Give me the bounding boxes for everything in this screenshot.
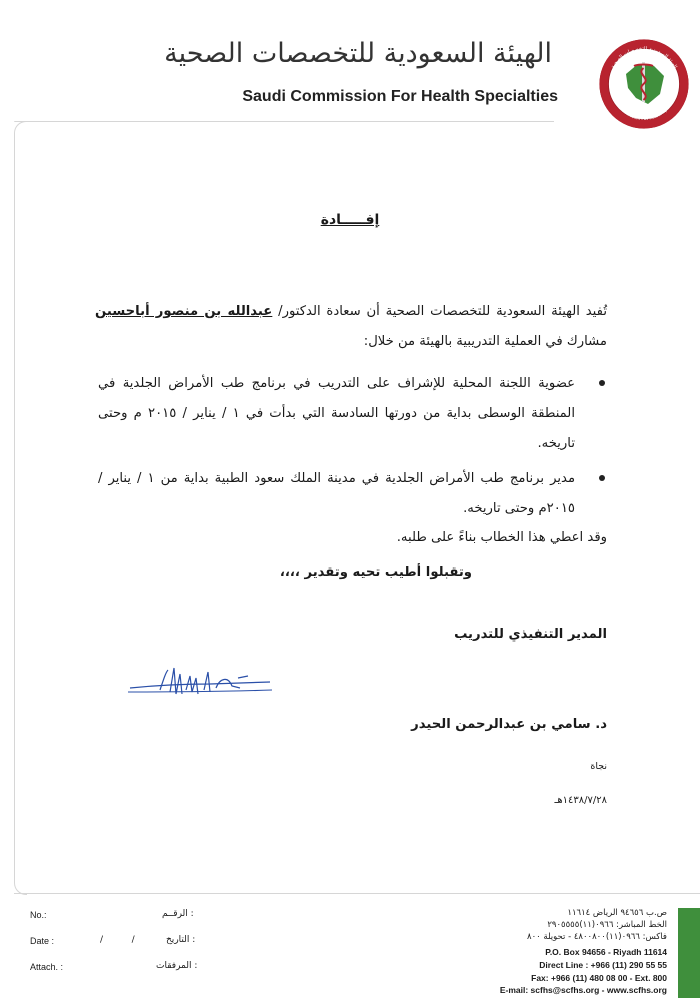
frame-top-line — [14, 121, 554, 122]
direct-line-en: Direct Line : +966 (11) 290 55 55 — [539, 960, 667, 970]
intro-tail: مشارك في العملية التدريبية بالهيئة من خلال: — [363, 334, 607, 349]
list-item — [98, 464, 607, 524]
logo-english-text: Saudi Commission For Health Specialties — [611, 93, 677, 122]
frame-left-curve — [14, 121, 27, 895]
hijri-date: ١٤٣٨/٧/٢٨هـ — [554, 795, 607, 806]
date-slashes: / / — [100, 935, 135, 945]
closing-sentence: وقد اعطي هذا الخطاب بناءً على طلبه. — [396, 530, 607, 545]
letter-title: إفـــــادة — [320, 212, 380, 228]
org-name-english: Saudi Commission For Health Specialties — [242, 88, 558, 105]
frame-bottom-line — [14, 893, 700, 894]
reference-note: نجاة — [590, 761, 607, 772]
letter-intro — [95, 297, 607, 357]
fax-ar: فاكس: ٠٩٦٦(١١)٤٨٠٠٨٠٠ - تحويلة ٨٠٠ — [527, 932, 667, 942]
list-item — [98, 369, 607, 459]
date-label-en: Date : — [30, 936, 55, 946]
fax-en: Fax: +966 (11) 480 08 00 - Ext. 800 — [531, 973, 667, 983]
email-web-en: E-mail: scfhs@scfhs.org - www.scfhs.org — [499, 985, 667, 995]
attach-label-ar: : المرفقات — [156, 961, 198, 971]
bullet-icon — [599, 380, 605, 386]
regards-line: وتقبلوا أطيب تحيه وتقدير ،،،، — [279, 565, 472, 580]
no-label-ar: : الرقــم — [162, 909, 194, 919]
direct-line-ar: الخط المباشر: ٠٩٦٦(١١)٢٩٠٥٥٥٥ — [547, 920, 667, 930]
attach-label-en: Attach. : — [30, 962, 64, 972]
logo-arabic-text: الهيئة السعودية للتخصصات الصحية — [610, 45, 678, 70]
org-name-arabic: الهيئة السعودية للتخصصات الصحية — [164, 38, 552, 69]
bullet-text: عضوية اللجنة المحلية للإشراف على التدريب في برنامج طب الأمراض الجلدية في المنطقة الوسطى بداية من دورتها السادسة التي بدأت في ١ / يناير / ٢٠١٥ م وحتى تاريخه. — [98, 376, 575, 451]
bullet-icon — [599, 475, 605, 481]
pobox-en: P.O. Box 94656 - Riyadh 11614 — [545, 947, 667, 957]
green-side-bar — [678, 908, 700, 998]
address-ar: ص.ب ٩٤٦٥٦ الرياض ١١٦١٤ — [567, 908, 667, 918]
no-label-en: No.: — [30, 910, 47, 920]
doctor-name: عبدالله بن منصور أباحسين — [95, 304, 273, 319]
scfhs-logo — [598, 38, 690, 130]
intro-lead: تُفيد الهيئة السعودية للتخصصات الصحية أن سعادة الدكتور/ — [272, 304, 607, 319]
signature — [120, 666, 280, 706]
signer-title: المدير التنفيذي للتدريب — [454, 627, 607, 642]
signer-name: د. سامي بن عبدالرحمن الحيدر — [411, 717, 607, 732]
date-label-ar: : التاريخ — [166, 935, 196, 945]
bullet-text: مدير برنامج طب الأمراض الجلدية في مدينة الملك سعود الطبية بداية من ١ / يناير / ٢٠١٥م وحتى تاريخه. — [98, 471, 576, 516]
